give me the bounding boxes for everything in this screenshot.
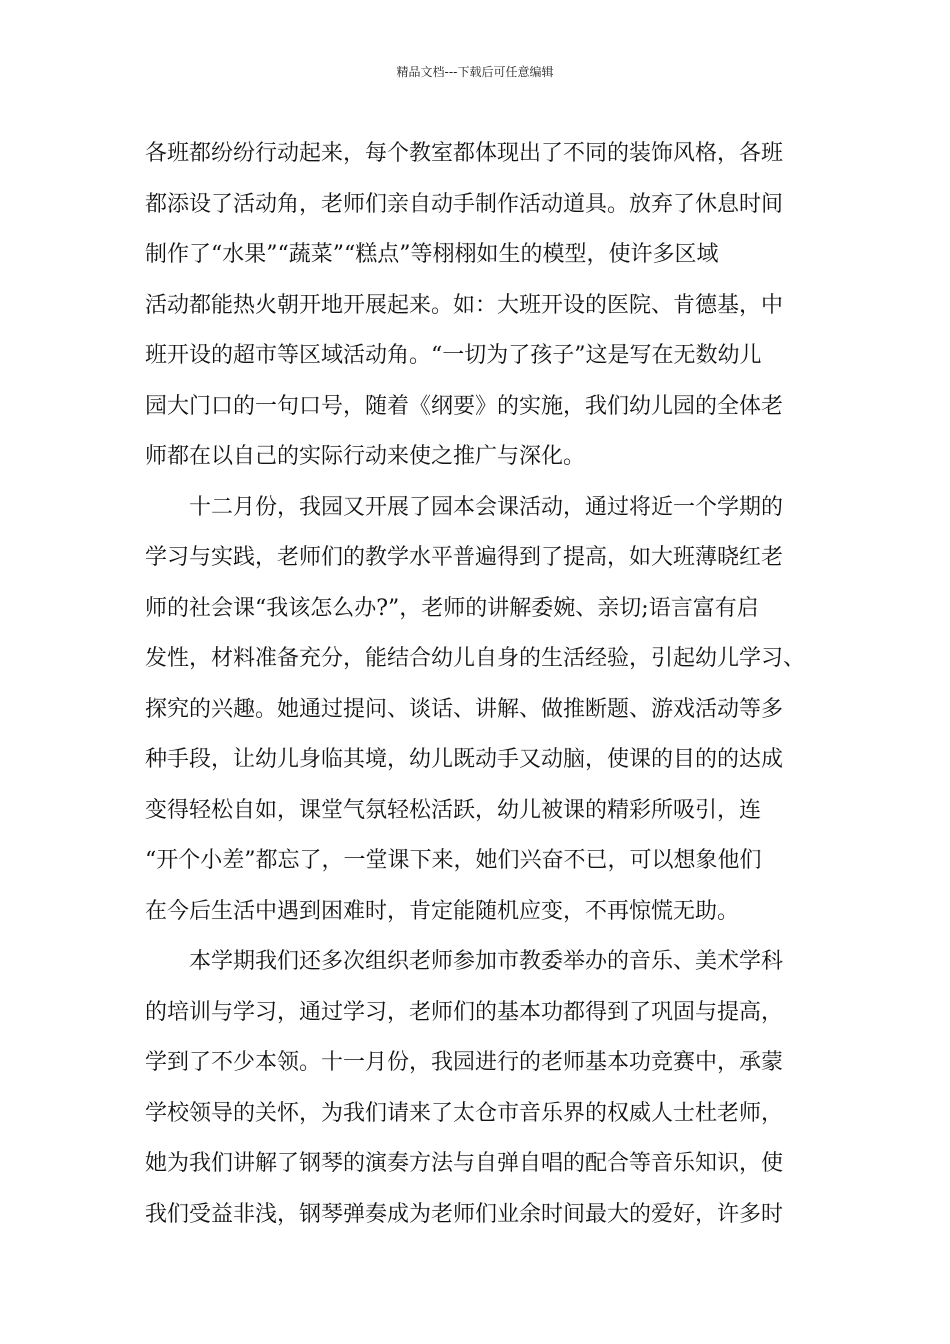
text-line: 班开设的超市等区域活动角。“一切为了孩子”这是写在无数幼儿 xyxy=(145,343,762,368)
text-line: 园大门口的一句口号，随着《纲要》的实施，我们幼儿园的全体老 xyxy=(145,393,784,419)
text-line: 在今后生活中遇到困难时，肯定能随机应变，不再惊慌无助。 xyxy=(145,898,740,924)
text-line: 各班都纷纷行动起来，每个教室都体现出了不同的装饰风格，各班 xyxy=(145,141,784,166)
text-line: 她为我们讲解了钢琴的演奏方法与自弹自唱的配合等音乐知识，使 xyxy=(145,1151,784,1176)
paragraph-2 xyxy=(145,483,835,938)
text-line: 的培训与学习，通过学习，老师们的基本功都得到了巩固与提高， xyxy=(145,999,784,1025)
paragraph-3 xyxy=(145,937,835,1240)
paragraph-1 xyxy=(145,129,835,483)
page-header: 精品文档---下载后可任意编辑 xyxy=(396,65,554,79)
text-line: 师都在以自己的实际行动来使之推广与深化。 xyxy=(145,444,586,469)
text-line: 我们受益非浅，钢琴弹奏成为老师们业余时间最大的爱好，许多时 xyxy=(145,1201,784,1227)
text-line: “开个小差”都忘了，一堂课下来，她们兴奋不已，可以想象他们 xyxy=(145,848,762,873)
text-line: 制作了“水果”“蔬菜”“糕点”等栩栩如生的模型，使许多区域 xyxy=(145,242,719,267)
text-line: 变得轻松自如，课堂气氛轻松活跃，幼儿被课的精彩所吸引，连 xyxy=(145,797,762,823)
text-line: 活动都能热火朝开地开展起来。如：大班开设的医院、肯德基，中 xyxy=(145,292,784,318)
text-line: 种手段，让幼儿身临其境，幼儿既动手又动脑，使课的目的的达成 xyxy=(145,747,784,772)
text-line: 学到了不少本领。十一月份，我园进行的老师基本功竞赛中，承蒙 xyxy=(145,1050,784,1075)
text-line: 十二月份，我园又开展了园本会课活动，通过将近一个学期的 xyxy=(189,494,784,520)
text-line: 本学期我们还多次组织老师参加市教委举办的音乐、美术学科 xyxy=(189,949,784,974)
text-line: 师的社会课“我该怎么办?”，老师的讲解委婉、亲切;语言富有启 xyxy=(145,595,759,621)
text-line: 学校领导的关怀，为我们请来了太仓市音乐界的权威人士杜老师， xyxy=(145,1100,784,1126)
text-line: 都添设了活动角，老师们亲自动手制作活动道具。放弃了休息时间 xyxy=(145,191,784,217)
text-line: 发性，材料准备充分，能结合幼儿自身的生活经验，引起幼儿学习、 xyxy=(145,646,806,671)
text-line: 学习与实践，老师们的教学水平普遍得到了提高，如大班薄晓红老 xyxy=(145,545,784,570)
document-body xyxy=(145,129,835,1240)
text-line: 探究的兴趣。她通过提问、谈话、讲解、做推断题、游戏活动等多 xyxy=(145,696,784,722)
